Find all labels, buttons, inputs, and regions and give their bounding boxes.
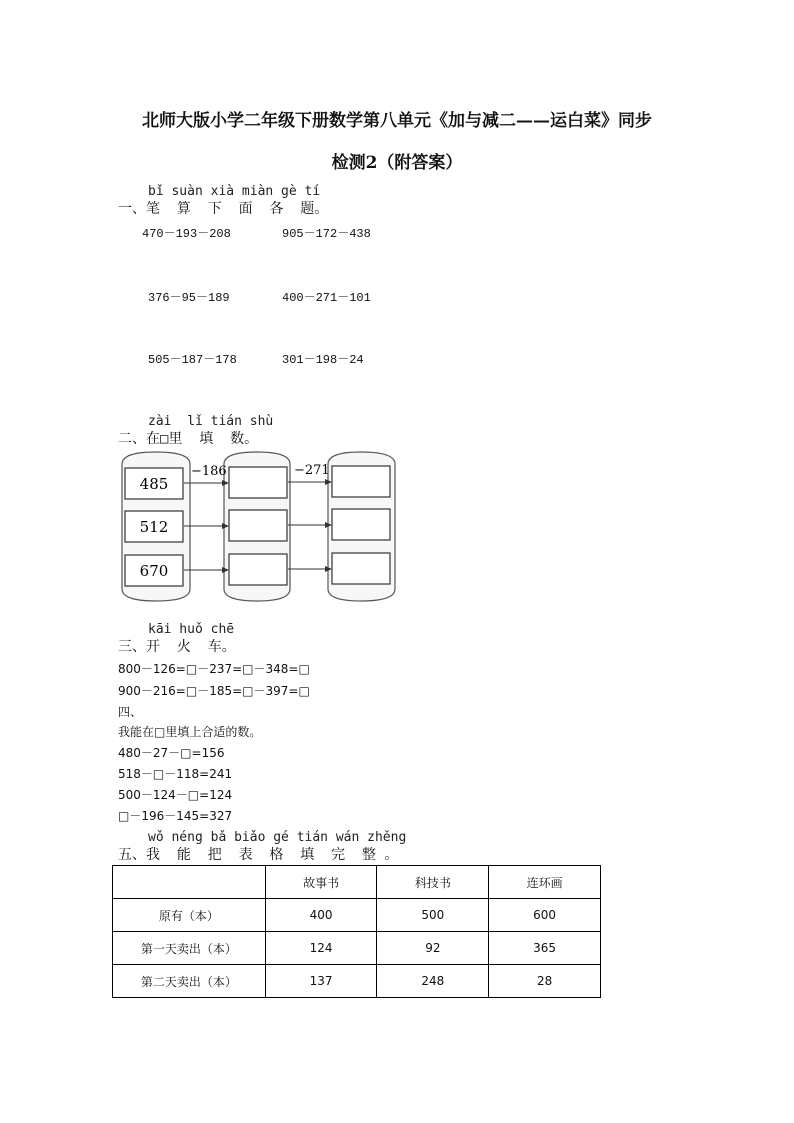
section1-heading: 一、笔 算 下 面 各 题。 [118,201,329,217]
table-header-cell: 故事书 [265,866,377,899]
op-label-2: −271 [294,463,330,478]
table-cell: 92 [377,932,489,965]
section4-heading: 四、 [118,705,143,719]
problem-3-1: 505－187－178 [148,353,237,367]
train-line-2: 900－216=□－185=□－397=□ [118,684,310,698]
table-row [113,932,601,965]
table-header-cell: 科技书 [377,866,489,899]
table-cell: 28 [489,965,601,998]
problem-1-2: 905－172－438 [282,227,371,241]
fill-line-1: 480－27－□=156 [118,746,225,760]
start-value-1: 485 [139,475,169,493]
answer-box-col2-1 [229,467,287,498]
problem-2-1: 376－95－189 [148,291,230,305]
section3-pinyin: kāi huǒ chē [148,622,235,637]
table-cell: 600 [489,899,601,932]
page-title-line2: 检测2（附答案） [331,153,463,173]
section5-heading: 五、我 能 把 表 格 填 完 整 。 [118,847,399,863]
table-cell: 400 [265,899,377,932]
answer-box-col2-2 [229,510,287,541]
table-cell: 500 [377,899,489,932]
start-value-2: 512 [139,518,169,536]
page-title-line1: 北师大版小学二年级下册数学第八单元《加与减二——运白菜》同步 [142,111,652,131]
table-cell: 365 [489,932,601,965]
op-label-1: −186 [191,464,227,479]
answer-box-col3-3 [332,553,390,584]
table-header-cell [113,866,266,899]
fill-line-3: 500－124－□=124 [118,788,233,802]
start-value-3: 670 [139,562,169,580]
table-row [113,899,601,932]
train-line-1: 800－126=□－237=□－348=□ [118,662,310,676]
fill-line-2: 518－□－118=241 [118,767,233,781]
answer-box-col3-2 [332,509,390,540]
section2-heading: 二、在□里 填 数。 [118,431,259,447]
answer-box-col3-1 [332,466,390,497]
section3-heading: 三、开 火 车。 [118,639,236,655]
problem-1-1: 470－193－208 [142,227,231,241]
problem-3-2: 301－198－24 [282,353,364,367]
table-header-cell: 连环画 [489,866,601,899]
section4-intro: 我能在□里填上合适的数。 [118,725,262,739]
table-row-label: 第一天卖出（本） [113,932,266,965]
answer-box-col2-3 [229,554,287,585]
section1-pinyin: bǐ suàn xià miàn gè tí [148,184,321,199]
fill-line-4: □－196－145=327 [118,809,233,823]
table-cell: 137 [265,965,377,998]
section5-pinyin: wǒ néng bǎ biǎo gé tián wán zhěng [148,830,407,845]
table-row [113,965,601,998]
subtraction-chain-diagram [118,450,398,603]
problem-2-2: 400－271－101 [282,291,371,305]
table-row-label: 第二天卖出（本） [113,965,266,998]
table-cell: 248 [377,965,489,998]
table-header-row [113,866,601,899]
table-row-label: 原有（本） [113,899,266,932]
table-cell: 124 [265,932,377,965]
book-sales-table [112,865,601,998]
section2-pinyin: zài lǐ tián shù [148,414,274,429]
